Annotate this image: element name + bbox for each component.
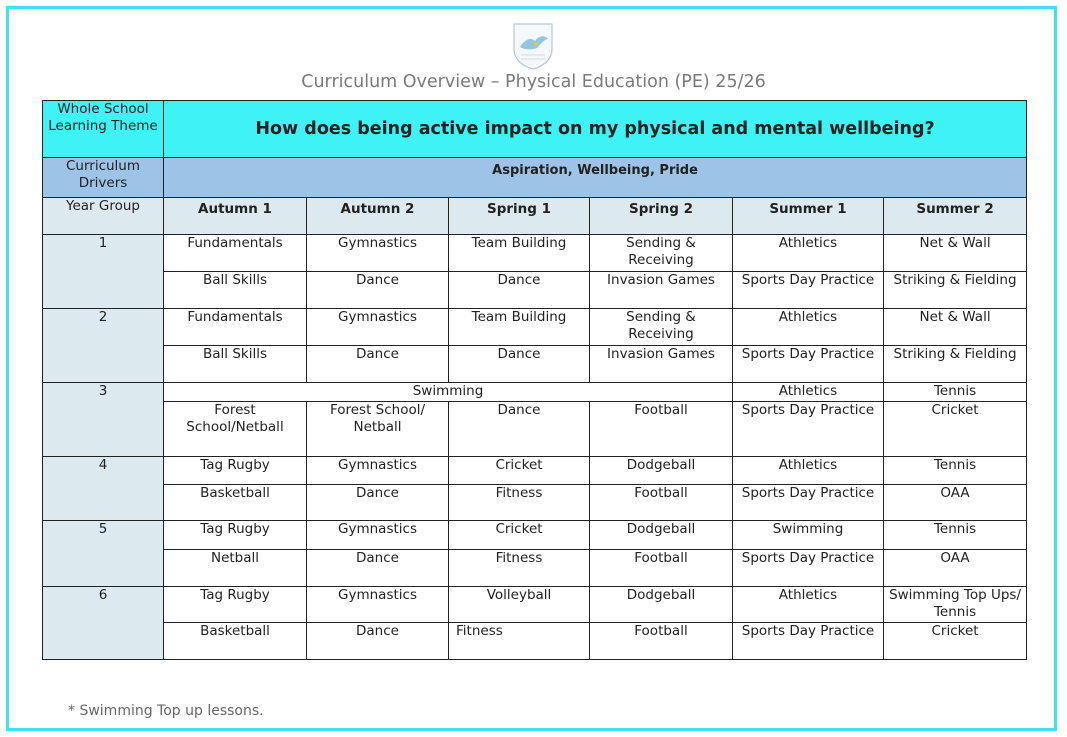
cell: Dance [449,346,590,383]
cell: OAA [884,485,1027,521]
theme-label: Whole School Learning Theme [43,101,164,158]
term-header-summer-1: Summer 1 [733,198,884,235]
cell: Swimming [733,521,884,550]
drivers-value: Aspiration, Wellbeing, Pride [164,158,1027,198]
cell: Sending & Receiving [590,235,733,272]
cell: Fundamentals [164,309,307,346]
year-6-row-2 [43,623,1027,660]
cell: Sending & Receiving [590,309,733,346]
year-label: 6 [43,587,164,660]
cell: Swimming Top Ups/ Tennis [884,587,1027,623]
cell: Tennis [884,521,1027,550]
term-header-autumn-2: Autumn 2 [307,198,449,235]
cell: Tag Rugby [164,521,307,550]
cell: Tag Rugby [164,587,307,623]
cell: Athletics [733,457,884,485]
cell: Athletics [733,587,884,623]
curriculum-table [42,100,1027,660]
cell: Football [590,550,733,587]
year-label: 3 [43,383,164,457]
cell: Volleyball [449,587,590,623]
year-2-row-2 [43,346,1027,383]
year-1-row-1 [43,235,1027,272]
cell: Basketball [164,485,307,521]
cell: Dodgeball [590,521,733,550]
cell: Football [590,485,733,521]
term-header-summer-2: Summer 2 [884,198,1027,235]
cell: Netball [164,550,307,587]
cell: Ball Skills [164,346,307,383]
year-5-row-2 [43,550,1027,587]
cell: Sports Day Practice [733,550,884,587]
cell: Gymnastics [307,587,449,623]
year-label: 4 [43,457,164,521]
cell: Sports Day Practice [733,272,884,309]
cell: Tennis [884,457,1027,485]
year-6-row-1 [43,587,1027,623]
cell: Athletics [733,235,884,272]
cell: Net & Wall [884,235,1027,272]
cell: Cricket [884,402,1027,457]
swimming-cell: Swimming [164,383,733,402]
cell: Football [590,623,733,660]
cell: Fitness [449,550,590,587]
cell: Basketball [164,623,307,660]
year-label: 1 [43,235,164,309]
cell: Dance [307,272,449,309]
drivers-row [43,158,1027,198]
cell: Invasion Games [590,272,733,309]
cell: Cricket [449,457,590,485]
cell: Sports Day Practice [733,402,884,457]
year-4-row-2 [43,485,1027,521]
year-label: 5 [43,521,164,587]
cell: Fitness [449,623,590,660]
cell: Sports Day Practice [733,623,884,660]
cell: Sports Day Practice [733,485,884,521]
year-2-row-1 [43,309,1027,346]
cell: Striking & Fielding [884,272,1027,309]
cell: Dance [307,623,449,660]
cell: Gymnastics [307,521,449,550]
cell: Invasion Games [590,346,733,383]
cell: Tag Rugby [164,457,307,485]
year-3-row-1 [43,383,1027,402]
term-header-spring-1: Spring 1 [449,198,590,235]
cell: Gymnastics [307,309,449,346]
cell: Athletics [733,383,884,402]
year-group-header: Year Group [43,198,164,235]
cell: Ball Skills [164,272,307,309]
cell: Dance [307,550,449,587]
theme-question: How does being active impact on my physical and mental wellbeing? [164,101,1027,158]
cell: Sports Day Practice [733,346,884,383]
page-title: Curriculum Overview – Physical Education (PE) 25/26 [301,72,766,92]
footnote: * Swimming Top up lessons. [68,703,264,719]
theme-row [43,101,1027,158]
cell: Tennis [884,383,1027,402]
school-crest-icon [511,21,555,71]
cell: Cricket [884,623,1027,660]
cell: Football [590,402,733,457]
cell: Fundamentals [164,235,307,272]
cell: Team Building [449,309,590,346]
cell: Fitness [449,485,590,521]
cell: Dance [449,402,590,457]
term-header-spring-2: Spring 2 [590,198,733,235]
cell: Gymnastics [307,235,449,272]
cell: Cricket [449,521,590,550]
cell: Gymnastics [307,457,449,485]
drivers-label: Curriculum Drivers [43,158,164,198]
cell: Dance [449,272,590,309]
cell: OAA [884,550,1027,587]
year-label: 2 [43,309,164,383]
cell: Forest School/ Netball [307,402,449,457]
header-row [43,198,1027,235]
cell: Dodgeball [590,457,733,485]
cell: Dance [307,485,449,521]
cell: Dance [307,346,449,383]
year-3-row-2 [43,402,1027,457]
year-5-row-1 [43,521,1027,550]
cell: Net & Wall [884,309,1027,346]
cell: Dodgeball [590,587,733,623]
cell: Athletics [733,309,884,346]
year-1-row-2 [43,272,1027,309]
cell: Team Building [449,235,590,272]
cell: Striking & Fielding [884,346,1027,383]
cell: Forest School/Netball [164,402,307,457]
year-4-row-1 [43,457,1027,485]
term-header-autumn-1: Autumn 1 [164,198,307,235]
